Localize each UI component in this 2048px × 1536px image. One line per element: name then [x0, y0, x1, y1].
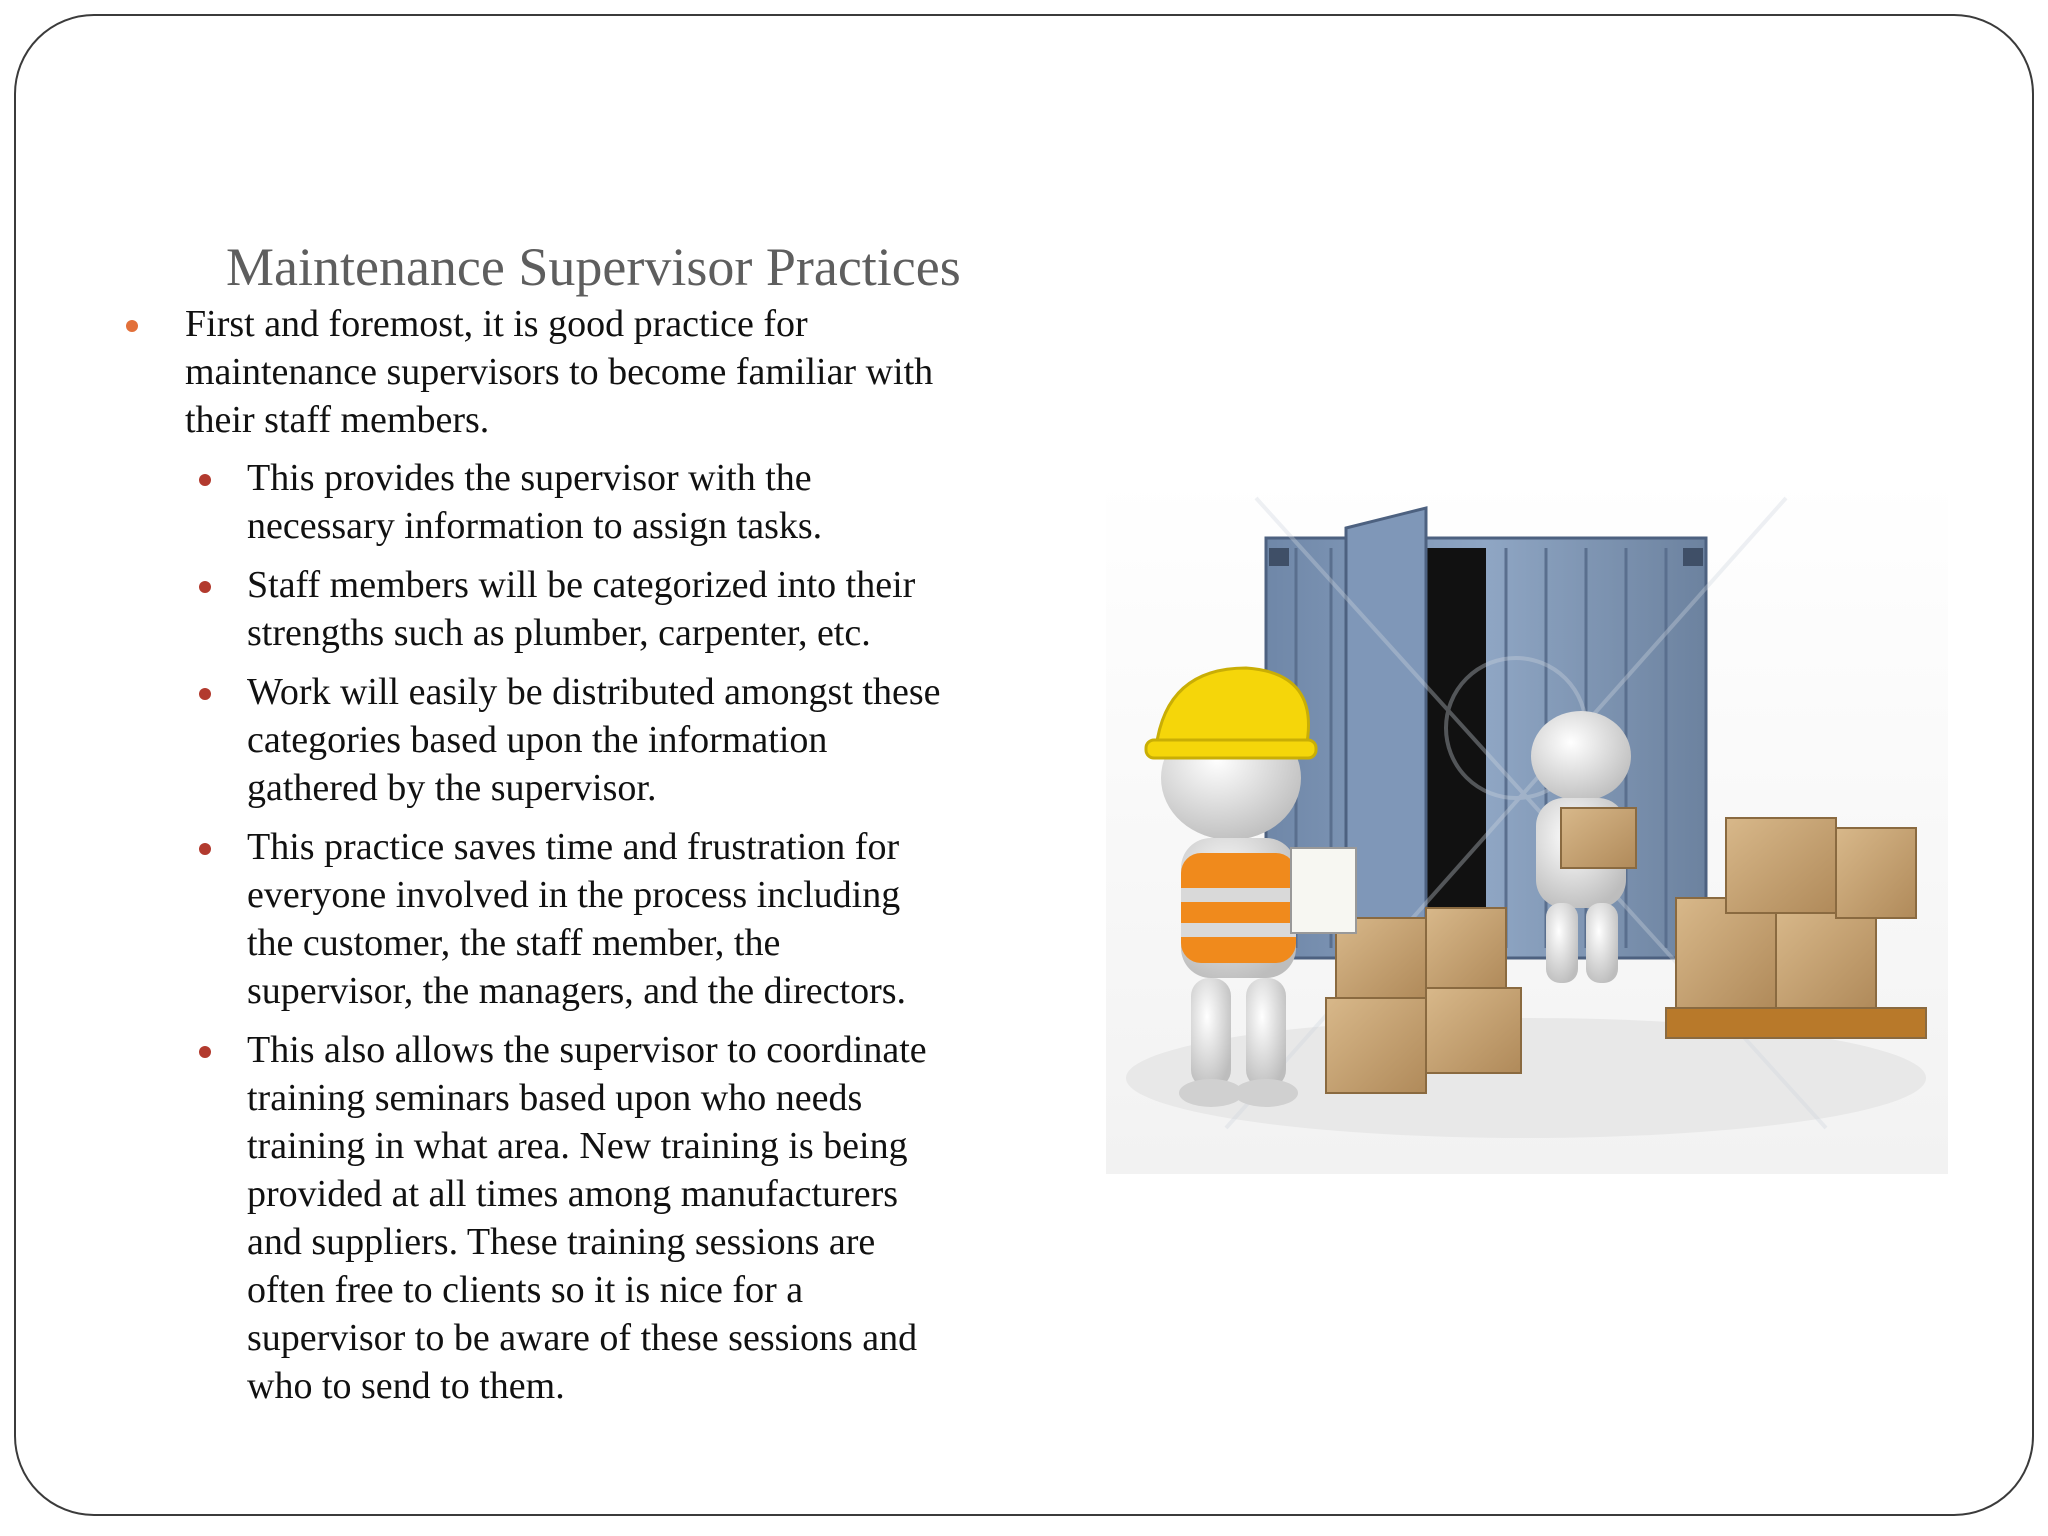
- bullet-line: categories based upon the information: [247, 719, 828, 761]
- warehouse-workers-illustration: [1106, 478, 1948, 1174]
- cardboard-boxes-left: [1326, 908, 1521, 1093]
- bullet-line: Staff members will be categorized into their: [247, 564, 916, 606]
- bullet-line: often free to clients so it is nice for a: [247, 1269, 804, 1311]
- bullet-dot-icon: [199, 843, 211, 855]
- bullet-dot-icon: [126, 320, 138, 332]
- bullet-line: who to send to them.: [247, 1365, 565, 1407]
- bullet-line: gathered by the supervisor.: [247, 767, 657, 809]
- bullet-line: training seminars based upon who needs: [247, 1077, 863, 1119]
- bullet-dot-icon: [199, 688, 211, 700]
- bullet-line: This practice saves time and frustration for: [247, 826, 900, 868]
- bullet-line: provided at all times among manufacturers: [247, 1173, 899, 1215]
- bullet-dot-icon: [199, 581, 211, 593]
- sub-bullet-list: [110, 454, 1010, 1410]
- bullet-line: everyone involved in the process including: [247, 874, 901, 916]
- bullet-line: supervisor, the managers, and the directors.: [247, 970, 907, 1012]
- bullet-dot-icon: [199, 474, 211, 486]
- illustration-svg: [1106, 478, 1948, 1174]
- sub-bullet-item: [110, 668, 1010, 812]
- bullet-line: supervisor to be aware of these sessions and: [247, 1317, 918, 1359]
- bullet-line: strengths such as plumber, carpenter, etc.: [247, 612, 871, 654]
- sub-bullet-item: [110, 561, 1010, 657]
- bullet-line: This also allows the supervisor to coordinate: [247, 1029, 927, 1071]
- bullet-line: the customer, the staff member, the: [247, 922, 781, 964]
- sub-bullet-item: [110, 1026, 1010, 1410]
- bullet-line: Work will easily be distributed amongst these: [247, 671, 941, 713]
- bullet-line: and suppliers. These training sessions are: [247, 1221, 876, 1263]
- bullet-dot-icon: [199, 1046, 211, 1058]
- sub-bullet-item: [110, 823, 1010, 1015]
- sub-bullet-item: [110, 454, 1010, 550]
- slide-body: [110, 300, 1010, 1421]
- bullet-line: training in what area. New training is being: [247, 1125, 908, 1167]
- bullet-line: maintenance supervisors to become familiar with: [185, 351, 934, 393]
- bullet-line: First and foremost, it is good practice for: [185, 303, 808, 345]
- slide-title: Maintenance Supervisor Practices: [226, 237, 961, 297]
- bullet-line: their staff members.: [185, 399, 490, 441]
- bullet-main-point: [110, 300, 1010, 444]
- bullet-line: This provides the supervisor with the: [247, 457, 812, 499]
- bullet-line: necessary information to assign tasks.: [247, 505, 823, 547]
